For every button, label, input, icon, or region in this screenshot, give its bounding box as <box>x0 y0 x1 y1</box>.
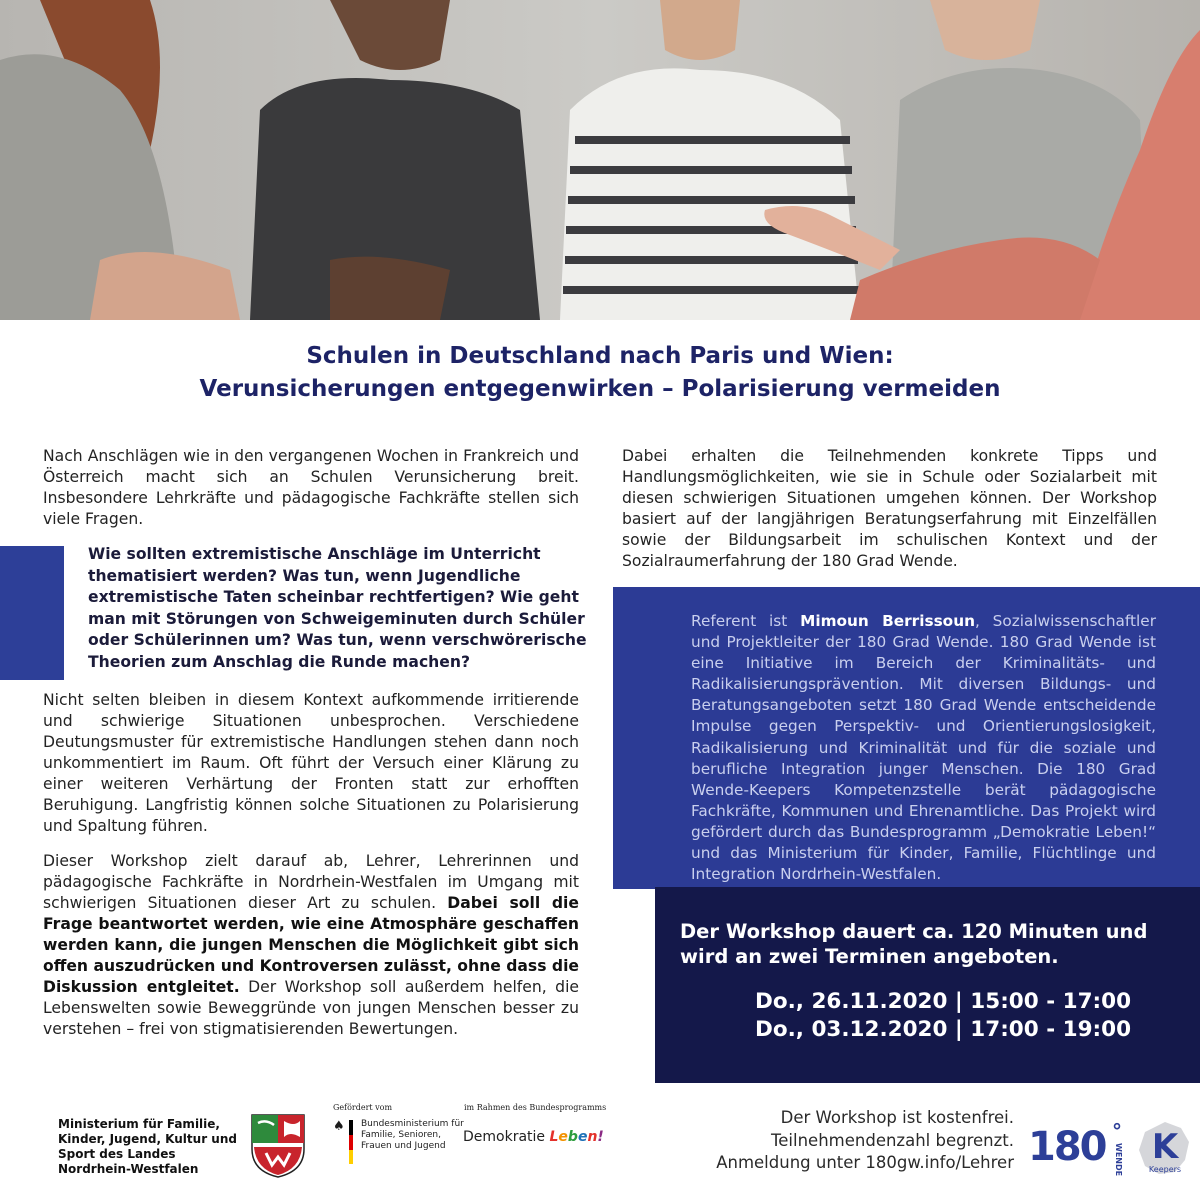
leben-letter-e2: e <box>577 1129 588 1145</box>
schedule-box <box>655 887 1200 1083</box>
question-quote: Wie sollten extremistische Anschläge im Unterricht thematisiert werden? Was tun, wenn Jugendliche extremistische Taten scheinbar rechtfertigen? Wie geht man mit Störungen von Schweigeminuten durch Schüler oder Schülerinnen um? Was tun, wenn verschwörerische Theorien zum Anschlag die Runde machen? <box>88 545 587 671</box>
intro-paragraph: Nach Anschlägen wie in den vergangenen Wochen in Frankreich und Österreich macht sich an Schulen Verunsicherung breit. Insbesondere Lehrkräfte und pädagogische Fachkräfte stellen sich viele Fragen. <box>43 447 579 528</box>
info-registration: Anmeldung unter 180gw.info/Lehrer <box>716 1153 1014 1172</box>
headline-line-2: Verunsicherungen entgegenwirken – Polarisierung vermeiden <box>199 376 1001 402</box>
leben-word <box>549 1129 603 1145</box>
keepers-word: Keepers <box>1148 1165 1182 1174</box>
leben-letter-n: n <box>587 1129 598 1145</box>
hero-photo <box>0 0 1200 320</box>
workshop-emphasis-text: Dabei soll die Frage beantwortet werden, wie eine Atmosphäre geschaffen werden kann, die jungen Menschen die Möglichkeit gibt sich offen auszudrücken und Kontroversen zulässt, ohne dass die Diskussion entgleitet. <box>43 894 579 996</box>
federal-program-label: im Rahmen des Bundesprogramms <box>464 1103 607 1112</box>
leben-letter-l: L <box>549 1129 559 1145</box>
referent-paragraph <box>691 611 1156 885</box>
duration-text: Der Workshop dauert ca. 120 Minuten und wird an zwei Terminen angeboten. <box>680 920 1148 968</box>
referent-prefix: Referent ist <box>691 612 788 630</box>
ministry-nrw-name: Ministerium für Familie, Kinder, Jugend, Kultur und Sport des Landes Nordrhein-Westfalen <box>58 1117 237 1176</box>
group-discussion-illustration <box>0 0 1200 320</box>
referent-name: Mimoun Berrissoun <box>800 612 975 630</box>
keepers-logo-icon <box>1135 1120 1195 1176</box>
funded-by-label: Gefördert vom <box>333 1103 393 1112</box>
headline <box>0 340 1200 406</box>
bmfsfj-name: Bundesministerium für Familie, Senioren, Frauen und Jugend <box>361 1119 464 1151</box>
federal-eagle-icon: ♠ <box>333 1119 345 1134</box>
german-flag-stripe-icon <box>349 1120 353 1164</box>
context-paragraph: Nicht selten bleiben in diesem Kontext aufkommende irritierende und schwierige Situationen unbesprochen. Verschiedene Deutungsmuster für extremistische Handlungen stehen dann noch unkommentiert im Raum. Oft führt der Versuch einer Klärung zu einer weiteren Verhärtung der Fronten statt zur erhofften Beruhigung. Langfristig können solche Situationen zu Polarisierung und Spaltung führen. <box>43 691 579 835</box>
workshop-closing-text: Der Workshop soll außerdem helfen, die Lebenswelten sowie Beweggründe von jungen Menschen besser zu verstehen – frei von stigmatisierenden Bewertungen. <box>43 978 579 1038</box>
info-free: Der Workshop ist kostenfrei. <box>780 1108 1014 1127</box>
logo-180-number: 180 <box>1028 1124 1106 1170</box>
logo-wende-word: WENDE <box>1114 1143 1123 1177</box>
nrw-crest-icon <box>250 1113 306 1179</box>
info-limited: Teilnehmendenzahl begrenzt. <box>771 1130 1014 1150</box>
leben-letter-excl: ! <box>597 1129 604 1145</box>
tips-paragraph: Dabei erhalten die Teilnehmenden konkrete Tipps und Handlungsmöglichkeiten, wie sie in Schule oder Sozialarbeit mit diesen schwierigen Situationen umgehen können. Der Workshop basiert auf der langjährigen Beratungserfahrung mit Einzelfällen sowie der Bildungsarbeit im schulischen Kontext und der Sozialraumerfahrung der 180 Grad Wende. <box>622 447 1157 570</box>
leben-letter-e1: e <box>558 1129 568 1145</box>
leben-letter-b: b <box>567 1129 578 1145</box>
headline-line-1: Schulen in Deutschland nach Paris und Wien: <box>306 343 894 369</box>
workshop-intro-text: Dieser Workshop zielt darauf ab, Lehrer, Lehrerinnen und pädagogische Fachkräfte in Nordrhein-Westfalen im Umgang mit schwierigen Situationen dieser Art zu schulen. <box>43 852 579 912</box>
workshop-paragraph <box>43 851 579 1040</box>
quote-accent-bar <box>0 546 64 680</box>
demokratie-leben-logo <box>463 1129 604 1145</box>
date-1: Do., 26.11.2020 | 15:00 - 17:00 <box>755 989 1132 1014</box>
logo-degree-sign: ° <box>1112 1119 1120 1143</box>
demokratie-word: Demokratie <box>463 1129 546 1145</box>
date-2: Do., 03.12.2020 | 17:00 - 19:00 <box>755 1017 1132 1042</box>
logo-180-grad-wende <box>1028 1119 1124 1177</box>
referent-description: , Sozialwissenschaftler und Projektleiter der 180 Grad Wende. 180 Grad Wende ist eine Initiative im Bereich der Kriminalitäts- und Radikalisierungsprävention. Mit diversen Bildungs- und Beratungsangeboten setzt 180 Grad Wende entscheidende Impulse gegen Perspektiv- und Orientierungslosigkeit, Radikalisierung und Kriminalität und für die soziale und berufliche Integration junger Menschen. Die 180 Grad Wende-Keepers Kompetenzstelle berät pädagogische Fachkräfte, Kommunen und Ehrenamtliche. Das Projekt wird gefördert durch das Bundesprogramm „Demokratie Leben!“ und das Ministerium für Kinder, Familie, Flüchtlinge und Integration Nordrhein-Westfalen. <box>691 612 1156 884</box>
keepers-k-letter: K <box>1151 1127 1179 1167</box>
registration-info <box>640 1107 1014 1175</box>
